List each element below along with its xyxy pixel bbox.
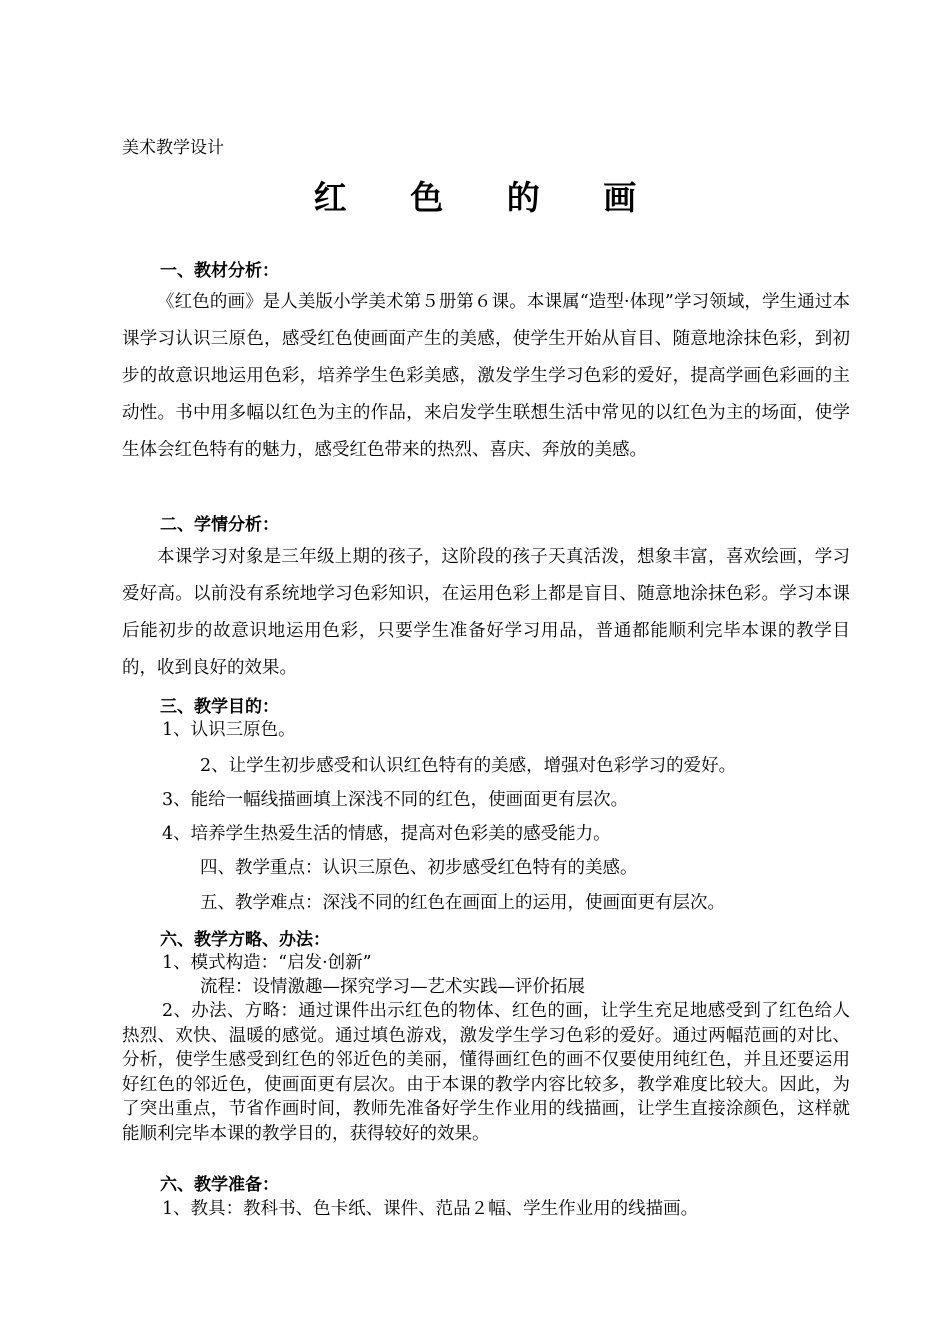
paragraph-student-analysis: 本课学习对象是三年级上期的孩子，这阶段的孩子天真活泼，想象丰富，喜欢绘画，学习爱好高。以前没有系统地学习色彩知识，在运用色彩上都是盲目、随意地涂抹色彩。学习本课后能初步的故意识地运用色彩，只要学生准备好学习用品，普通都能顺利完毕本课的教学目的，收到良好的效果。 — [122, 547, 850, 678]
section-heading-teaching-preparation: 六、教学准备： — [160, 1175, 279, 1195]
section-heading-teaching-goals: 三、教学目的： — [160, 697, 279, 717]
section-heading-textbook-analysis: 一、教材分析： — [160, 261, 279, 281]
teaching-difficulty: 五、教学难点：深浅不同的红色在画面上的运用，使画面更有层次。 — [200, 893, 725, 913]
section-heading-teaching-methods: 六、教学方略、办法： — [160, 930, 330, 950]
goal-item-3: 3、能给一幅线描画填上深浅不同的红色，使画面更有层次。 — [162, 790, 629, 810]
goal-item-1: 1、认识三原色。 — [162, 720, 296, 740]
preparation-item-1: 1、教具：教科书、色卡纸、课件、范品２幅、学生作业用的线描画。 — [162, 1199, 699, 1219]
document-label: 美术教学设计 — [122, 138, 224, 158]
method-item-1: 1、模式构造：“启发·创新” — [162, 953, 372, 973]
page-title: 红 色 的 画 — [313, 178, 663, 217]
goal-item-2: 2、让学生初步感受和认识红色特有的美感，增强对色彩学习的爱好。 — [200, 756, 737, 776]
method-item-2: 2、办法、方略：通过课件出示红色的物体、红色的画，让学生充足地感受到了红色给人热烈、欢快、温暖的感觉。通过填色游戏，激发学生学习色彩的爱好。通过两幅范画的对比、分析，使学生感受到红色的邻近色的美丽，懂得画红色的画不仅要使用纯红色，并且还要运用好红色的邻近色，使画面更有层次。由于本课的教学内容比较多，教学难度比较大。因此，为了突出重点，节省作画时间，教师先准备好学生作业用的线描画，让学生直接涂颜色，这样就能顺利完毕本课的教学目的，获得较好的效果。 — [122, 1001, 850, 1144]
section-heading-student-analysis: 二、学情分析： — [160, 515, 279, 535]
teaching-key-point: 四、教学重点：认识三原色、初步感受红色特有的美感。 — [200, 858, 638, 878]
method-flow: 流程：设情激趣—探究学习—艺术实践—评价拓展 — [200, 977, 585, 997]
goal-item-4: 4、培养学生热爱生活的情感，提高对色彩美的感受能力。 — [162, 824, 611, 844]
paragraph-textbook-analysis: 《红色的画》是人美版小学美术第５册第６课。本课属“造型·体现”学习领域，学生通过本课学习认识三原色，感受红色使画面产生的美感，使学生开始从盲目、随意地涂抹色彩，到初步的故意识地运用色彩，培养学生色彩美感，激发学生学习色彩的爱好，提高学画色彩画的主动性。书中用多幅以红色为主的作品，来启发学生联想生活中常见的以红色为主的场面，使学生体会红色特有的魅力，感受红色带来的热烈、喜庆、奔放的美感。 — [122, 292, 850, 460]
